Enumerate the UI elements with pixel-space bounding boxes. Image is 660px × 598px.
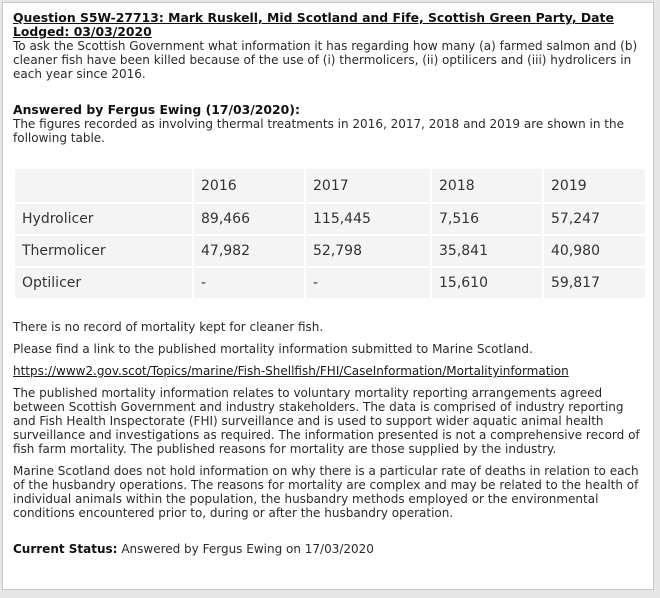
table-cell: 7,516 — [431, 203, 543, 235]
table-cell: Optilicer — [14, 267, 193, 299]
table-row — [14, 267, 646, 299]
table-cell: 47,982 — [193, 235, 305, 267]
current-status — [13, 542, 643, 556]
table-header-cell: 2016 — [193, 168, 305, 203]
table-cell: 59,817 — [543, 267, 646, 299]
link-intro: Please find a link to the published mortality information submitted to Marine Scotland. — [13, 342, 533, 356]
table-cell: 15,610 — [431, 267, 543, 299]
table-header-cell: 2017 — [305, 168, 431, 203]
mortality-information-link[interactable]: https://www2.gov.scot/Topics/marine/Fish-Shellfish/FHI/CaseInformation/Mortalityinformation — [13, 364, 569, 378]
question-text: To ask the Scottish Government what information it has regarding how many (a) farmed salmon and (b) cleaner fish have been killed because of the use of (i) thermolicers, (ii) optilicers and (iii) hydrolicers in each year since 2016. — [13, 39, 638, 81]
table-cell: 52,798 — [305, 235, 431, 267]
table-cell: 89,466 — [193, 203, 305, 235]
table-cell: - — [305, 267, 431, 299]
table-cell: - — [193, 267, 305, 299]
table-cell: 57,247 — [543, 203, 646, 235]
answer-intro: The figures recorded as involving thermal treatments in 2016, 2017, 2018 and 2019 are shown in the following table. — [13, 117, 624, 145]
marine-scotland-paragraph: Marine Scotland does not hold information on why there is a particular rate of deaths in relation to each of the husbandry operations. The reasons for mortality are complex and may be related to the health of individual animals within the population, the husbandry methods employed or the environmental conditions encountered prior to, during or after the husbandry operation. — [13, 464, 639, 520]
table-row — [14, 235, 646, 267]
cleaner-fish-note: There is no record of mortality kept for cleaner fish. — [13, 320, 324, 334]
question-panel — [2, 2, 654, 590]
table-row — [14, 203, 646, 235]
table-header-row — [14, 168, 646, 203]
table-cell: Hydrolicer — [14, 203, 193, 235]
status-value: Answered by Fergus Ewing on 17/03/2020 — [121, 542, 374, 556]
mortality-table — [13, 167, 647, 300]
question-title: Question S5W-27713: Mark Ruskell, Mid Scotland and Fife, Scottish Green Party, Date Lodged: 03/03/2020 — [13, 10, 614, 39]
published-info-paragraph: The published mortality information relates to voluntary mortality reporting arrangements agreed between Scottish Government and industry stakeholders. The data is comprised of industry reporting and Fish Health Inspectorate (FHI) surveillance and is used to support wider aquatic animal health surveillance and investigations as required. The information presented is not a comprehensive record of fish farm mortality. The published reasons for mortality are those supplied by the industry. — [13, 386, 640, 456]
status-label: Current Status: — [13, 542, 118, 556]
table-header-cell: 2019 — [543, 168, 646, 203]
table-cell: 40,980 — [543, 235, 646, 267]
table-cell: Thermolicer — [14, 235, 193, 267]
answer-heading: Answered by Fergus Ewing (17/03/2020): — [13, 102, 300, 117]
table-header-cell — [14, 168, 193, 203]
table-header-cell: 2018 — [431, 168, 543, 203]
table-cell: 35,841 — [431, 235, 543, 267]
table-cell: 115,445 — [305, 203, 431, 235]
